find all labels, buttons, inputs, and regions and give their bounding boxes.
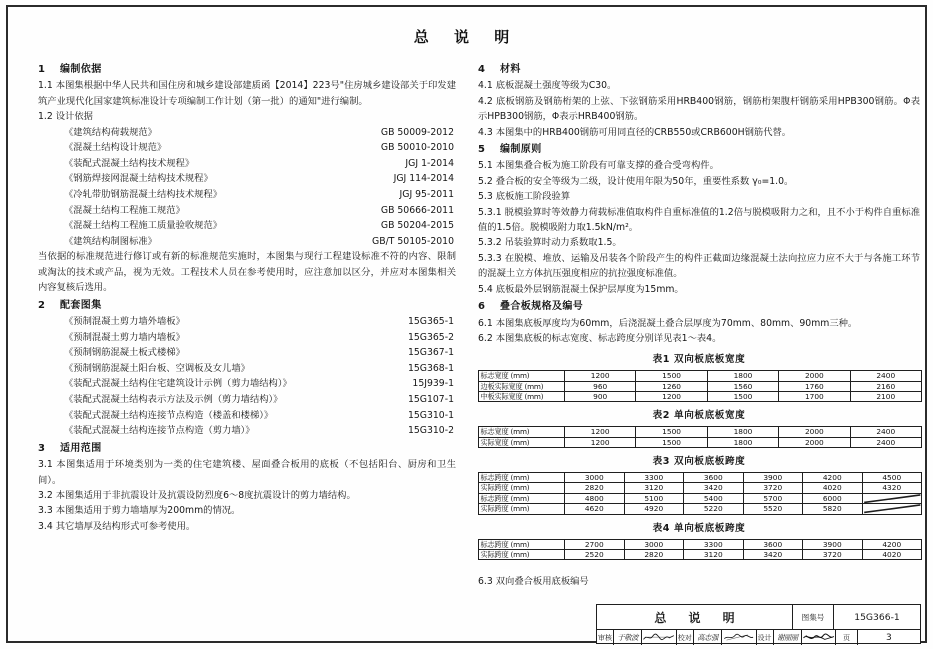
table-cell: 1500 bbox=[636, 437, 707, 447]
table-cell: 4920 bbox=[624, 504, 684, 514]
section-5-title: 编制原则 bbox=[500, 144, 542, 156]
atlas-code: 15G365-1 bbox=[407, 316, 454, 327]
table-row-label: 标志宽度 (mm) bbox=[479, 371, 565, 381]
standards-list bbox=[38, 125, 456, 250]
atlas-name: 《预制混凝土剪力墙外墙板》 bbox=[64, 316, 185, 327]
standard-code: JGJ 114-2014 bbox=[393, 173, 454, 185]
table-cell: 1800 bbox=[707, 437, 778, 447]
section-1-number: 1 bbox=[38, 64, 46, 75]
standard-code: GB 50204-2015 bbox=[380, 220, 454, 232]
table-cell: 1200 bbox=[636, 392, 707, 402]
table-cell: 2400 bbox=[850, 427, 921, 437]
table-cell: 2000 bbox=[779, 437, 850, 447]
atlas-item bbox=[38, 423, 456, 439]
spec-table-caption: 表4 单向板底板跨度 bbox=[652, 522, 746, 534]
handwritten-seal-reviewer bbox=[642, 630, 676, 645]
table-row-label: 实际跨度 (mm) bbox=[479, 504, 565, 514]
section-2-number: 2 bbox=[38, 299, 46, 311]
spec-table-block bbox=[478, 408, 920, 448]
table-cell: 3300 bbox=[684, 539, 744, 549]
table-cell: 2820 bbox=[624, 550, 684, 560]
table-cell: 3720 bbox=[743, 483, 803, 493]
handwritten-seal-checker bbox=[722, 630, 756, 645]
table-row bbox=[479, 392, 922, 402]
table-cell: 2400 bbox=[850, 437, 921, 447]
spec-table bbox=[478, 472, 922, 515]
section-5-1-paragraph: 5.1 本图集叠合板为施工阶段有可靠支撑的叠合受弯构件。 bbox=[478, 160, 719, 172]
spec-table bbox=[478, 539, 922, 561]
atlas-item bbox=[38, 345, 456, 361]
standard-item bbox=[38, 140, 456, 156]
section-1-2-label: 1.2 设计依据 bbox=[38, 111, 93, 123]
section-2-title: 配套图集 bbox=[60, 299, 102, 311]
table-cell: 1500 bbox=[707, 392, 778, 402]
table-cell: 3420 bbox=[743, 550, 803, 560]
table-cell: 4320 bbox=[862, 483, 922, 493]
standard-item bbox=[38, 203, 456, 219]
signature-designer: 谢丽丽 bbox=[774, 630, 803, 645]
standard-code: GB 50666-2011 bbox=[380, 204, 454, 216]
drawing-name: 总 说 明 bbox=[597, 605, 793, 629]
table-row bbox=[479, 539, 922, 549]
table-cell: 900 bbox=[565, 392, 636, 402]
section-1-title: 编制依据 bbox=[60, 64, 102, 75]
atlas-code: 15G367-1 bbox=[407, 347, 454, 359]
table-cell: 4620 bbox=[565, 504, 625, 514]
section-6-1-paragraph: 6.1 本图集底板厚度均为60mm，后浇混凝土叠合层厚度为70mm、80mm、90mm三种。 bbox=[478, 317, 858, 329]
table-row-label: 实际跨度 (mm) bbox=[479, 550, 565, 560]
section-5-heading bbox=[478, 142, 920, 157]
section-3-3-paragraph: 3.3 本图集适用于剪力墙墙厚为200mm的情况。 bbox=[38, 505, 241, 517]
table-cell-crossed-out bbox=[862, 493, 922, 503]
table-row-label: 标志跨度 (mm) bbox=[479, 473, 565, 483]
section-2-heading bbox=[38, 298, 456, 313]
table-cell: 1500 bbox=[636, 427, 707, 437]
table-cell: 1800 bbox=[707, 427, 778, 437]
standard-code: JGJ 95-2011 bbox=[399, 189, 454, 200]
standard-item bbox=[38, 171, 456, 187]
atlas-code: 15G107-1 bbox=[407, 393, 454, 405]
section-5-2-paragraph: 5.2 叠合板的安全等级为二级，设计使用年限为50年，重要性系数 γ₀=1.0。 bbox=[478, 175, 794, 187]
atlas-item bbox=[38, 408, 456, 424]
table-cell: 5400 bbox=[684, 493, 744, 503]
table-row-label: 边板实际宽度 (mm) bbox=[479, 381, 565, 391]
atlas-code: 15J939-1 bbox=[412, 378, 454, 390]
standard-name: 《建筑结构制图标准》 bbox=[64, 235, 157, 247]
table-cell: 3600 bbox=[743, 539, 803, 549]
table-cell: 2000 bbox=[779, 371, 850, 381]
page-label: 页 bbox=[836, 630, 857, 645]
atlas-code: 15G310-2 bbox=[407, 425, 454, 437]
spec-table-block bbox=[478, 352, 920, 402]
section-3-heading bbox=[38, 441, 456, 456]
atlas-list bbox=[38, 314, 456, 439]
table-cell: 5220 bbox=[684, 504, 744, 514]
table-cell: 1200 bbox=[565, 371, 636, 381]
table-cell: 4500 bbox=[862, 473, 922, 483]
section-3-2-paragraph: 3.2 本图集适用于非抗震设计及抗震设防烈度6～8度抗震设计的剪力墙结构。 bbox=[38, 489, 356, 501]
table-cell: 3300 bbox=[624, 473, 684, 483]
table-cell: 5820 bbox=[803, 504, 863, 514]
atlas-name: 《装配式混凝土结构连接节点构造（楼盖和楼梯）》 bbox=[64, 409, 274, 421]
spec-table-caption: 表1 双向板底板宽度 bbox=[652, 354, 746, 366]
section-5-number: 5 bbox=[478, 144, 486, 156]
section-4-3-paragraph: 4.3 本图集中的HRB400钢筋可用同直径的CRB550或CRB600H钢筋代替。 bbox=[478, 126, 792, 138]
atlas-item bbox=[38, 392, 456, 408]
atlas-name: 《装配式混凝土结构住宅建筑设计示例（剪力墙结构）》 bbox=[64, 378, 292, 390]
table-cell: 1500 bbox=[636, 371, 707, 381]
table-cell: 4020 bbox=[803, 483, 863, 493]
section-5-4-paragraph: 5.4 底板最外层钢筋混凝土保护层厚度为15mm。 bbox=[478, 283, 684, 295]
standard-item bbox=[38, 187, 456, 203]
table-cell: 2100 bbox=[850, 392, 921, 402]
atlas-code: 15G368-1 bbox=[407, 362, 454, 374]
signature-checker: 高志强 bbox=[694, 630, 723, 645]
handwritten-seal-designer bbox=[802, 630, 836, 645]
role-label-designer: 设计 bbox=[757, 630, 774, 645]
table-cell: 4800 bbox=[565, 493, 625, 503]
atlas-name: 《装配式混凝土结构连接节点构造（剪力墙）》 bbox=[64, 425, 255, 437]
table-cell: 5700 bbox=[743, 493, 803, 503]
table-cell: 6000 bbox=[803, 493, 863, 503]
table-cell: 1200 bbox=[565, 437, 636, 447]
atlas-code: 15G310-1 bbox=[407, 409, 454, 421]
section-3-4-paragraph: 3.4 其它墙厚及结构形式可参考使用。 bbox=[38, 520, 196, 532]
right-column bbox=[478, 60, 920, 590]
table-row-label: 实际宽度 (mm) bbox=[479, 437, 565, 447]
table-cell: 4200 bbox=[803, 473, 863, 483]
atlas-name: 《装配式混凝土结构表示方法及示例（剪力墙结构）》 bbox=[64, 393, 283, 405]
atlas-name: 《预制钢筋混凝土阳台板、空调板及女儿墙》 bbox=[64, 362, 250, 374]
left-column bbox=[38, 60, 456, 534]
page-number: 3 bbox=[885, 632, 892, 643]
standard-name: 《建筑结构荷载规范》 bbox=[64, 126, 157, 138]
atlas-item bbox=[38, 314, 456, 330]
standard-code: GB 50009-2012 bbox=[380, 126, 454, 138]
table-cell: 3120 bbox=[624, 483, 684, 493]
table-row bbox=[479, 371, 922, 381]
signature-reviewer: 于敬波 bbox=[614, 630, 643, 645]
role-label-checker: 校对 bbox=[677, 630, 694, 645]
atlas-item bbox=[38, 330, 456, 346]
section-4-2-paragraph: 4.2 底板钢筋及钢筋桁架的上弦、下弦钢筋采用HRB400钢筋，钢筋桁架腹杆钢筋采用HPB300钢筋。Φ表示HPB300钢筋，Φ表示HRB400钢筋。 bbox=[478, 95, 920, 123]
table-cell: 960 bbox=[565, 381, 636, 391]
table-row bbox=[479, 473, 922, 483]
table-cell: 1760 bbox=[779, 381, 850, 391]
standard-item bbox=[38, 218, 456, 234]
section-4-1-paragraph: 4.1 底板混凝土强度等级为C30。 bbox=[478, 80, 617, 92]
table-row-label: 标志跨度 (mm) bbox=[479, 493, 565, 503]
table-cell: 5520 bbox=[743, 504, 803, 514]
table-cell: 1200 bbox=[565, 427, 636, 437]
section-6-number: 6 bbox=[478, 301, 486, 313]
page-title: 总 说 明 bbox=[413, 28, 520, 46]
standard-name: 《混凝土结构设计规范》 bbox=[64, 142, 167, 154]
standard-item bbox=[38, 156, 456, 172]
table-cell: 3000 bbox=[624, 539, 684, 549]
table-cell: 3900 bbox=[803, 539, 863, 549]
section-6-2-paragraph: 6.2 本图集底板的标志宽度、标志跨度分别详见表1～表4。 bbox=[478, 332, 722, 344]
section-1-closing-paragraph: 当依据的标准规范进行修订或有新的标准规范实施时，本图集与现行工程建设标准不符的内容、限制或淘汰的技术或产品，视为无效。工程技术人员在参考使用时，应注意加以区分，并应对本图集相关内容复核后选用。 bbox=[38, 251, 456, 294]
table-cell: 1260 bbox=[636, 381, 707, 391]
section-4-number: 4 bbox=[478, 64, 486, 75]
section-4-title: 材料 bbox=[500, 64, 521, 75]
table-cell: 2520 bbox=[565, 550, 625, 560]
table-cell: 1800 bbox=[707, 371, 778, 381]
spec-tables bbox=[478, 352, 920, 560]
section-6-heading bbox=[478, 299, 920, 314]
table-row-label: 标志宽度 (mm) bbox=[479, 427, 565, 437]
table-row bbox=[479, 493, 922, 503]
standard-name: 《混凝土结构工程施工质量验收规范》 bbox=[64, 220, 223, 232]
atlas-name: 《预制钢筋混凝土板式楼梯》 bbox=[64, 347, 185, 359]
title-block-top-row bbox=[597, 605, 920, 630]
table-row bbox=[479, 483, 922, 493]
table-cell: 2400 bbox=[850, 371, 921, 381]
section-5-3-paragraph: 5.3 底板施工阶段验算 bbox=[478, 191, 571, 203]
standard-name: 《装配式混凝土结构技术规程》 bbox=[64, 157, 195, 169]
spec-table-block bbox=[478, 454, 920, 515]
table-cell: 3600 bbox=[684, 473, 744, 483]
section-3-title: 适用范围 bbox=[60, 442, 102, 454]
spec-table-caption: 表2 单向板底板宽度 bbox=[652, 410, 746, 422]
section-3-1-paragraph: 3.1 本图集适用于环境类别为一类的住宅建筑楼、屋面叠合板用的底板（不包括阳台、厨房和卫生间）。 bbox=[38, 459, 456, 486]
spec-table-block bbox=[478, 521, 920, 561]
section-5-3-3-paragraph: 5.3.3 在脱模、堆放、运输及吊装各个阶段产生的构件正截面边缘混凝土法向拉应力应不大于与各施工环节的混凝土立方体抗压强度相应的抗拉强度标准值。 bbox=[478, 252, 920, 280]
table-cell: 3120 bbox=[684, 550, 744, 560]
atlas-number-value: 15G366-1 bbox=[854, 611, 900, 623]
section-3-number: 3 bbox=[38, 442, 46, 454]
section-1-1-paragraph: 1.1 本图集根据中华人民共和国住房和城乡建设部建质函【2014】223号"住房城乡建设部关于印发建筑产业现代化国家建筑标准设计专项编制工作计划（第一批）的通知"进行编制。 bbox=[38, 80, 456, 107]
standard-name: 《冷轧带肋钢筋混凝土结构技术规程》 bbox=[64, 189, 223, 200]
atlas-item bbox=[38, 376, 456, 392]
table-row bbox=[479, 381, 922, 391]
table-cell-crossed-out bbox=[862, 504, 922, 514]
table-cell: 2000 bbox=[779, 427, 850, 437]
title-block bbox=[596, 604, 921, 644]
table-cell: 2160 bbox=[850, 381, 921, 391]
table-cell: 4200 bbox=[862, 539, 922, 549]
standard-item bbox=[38, 234, 456, 250]
table-row-label: 实际跨度 (mm) bbox=[479, 483, 565, 493]
table-cell: 3720 bbox=[803, 550, 863, 560]
standard-name: 《混凝土结构工程施工规范》 bbox=[64, 204, 185, 216]
table-cell: 3000 bbox=[565, 473, 625, 483]
standard-code: GB 50010-2010 bbox=[380, 142, 454, 154]
table-cell: 1560 bbox=[707, 381, 778, 391]
table-row-label: 中板实际宽度 (mm) bbox=[479, 392, 565, 402]
section-1-heading bbox=[38, 62, 456, 77]
table-cell: 2820 bbox=[565, 483, 625, 493]
table-cell: 1700 bbox=[779, 392, 850, 402]
table-cell: 3420 bbox=[684, 483, 744, 493]
table-row-label: 标志跨度 (mm) bbox=[479, 539, 565, 549]
section-4-heading bbox=[478, 62, 920, 77]
atlas-number-label: 图集号 bbox=[793, 605, 834, 629]
table-row bbox=[479, 427, 922, 437]
table-cell: 3900 bbox=[743, 473, 803, 483]
table-cell: 4020 bbox=[862, 550, 922, 560]
atlas-item bbox=[38, 361, 456, 377]
standard-code: JGJ 1-2014 bbox=[405, 157, 454, 169]
standard-item bbox=[38, 125, 456, 141]
standard-name: 《钢筋焊接网混凝土结构技术规程》 bbox=[64, 173, 213, 185]
spec-table-caption: 表3 双向板底板跨度 bbox=[652, 456, 746, 468]
table-cell: 5100 bbox=[624, 493, 684, 503]
role-label-reviewer: 审核 bbox=[597, 630, 614, 645]
section-5-3-1-paragraph: 5.3.1 脱模验算时等效静力荷载标准值取构件自重标准值的1.2倍与脱模吸附力之和，且不小于构件自重标准值的1.5倍。脱模吸附力取1.5kN/m²。 bbox=[478, 206, 920, 234]
title-block-signature-row bbox=[597, 630, 920, 645]
atlas-name: 《预制混凝土剪力墙内墙板》 bbox=[64, 331, 185, 343]
table-row bbox=[479, 550, 922, 560]
standard-code: GB/T 50105-2010 bbox=[372, 235, 454, 247]
atlas-code: 15G365-2 bbox=[407, 331, 454, 343]
spec-table bbox=[478, 370, 922, 402]
section-5-3-2-paragraph: 5.3.2 吊装验算时动力系数取1.5。 bbox=[478, 237, 622, 249]
spec-table bbox=[478, 426, 922, 448]
table-cell: 2700 bbox=[565, 539, 625, 549]
table-row bbox=[479, 504, 922, 514]
section-6-3-paragraph: 6.3 双向叠合板用底板编号 bbox=[478, 576, 589, 588]
section-6-title: 叠合板规格及编号 bbox=[500, 301, 584, 313]
table-row bbox=[479, 437, 922, 447]
